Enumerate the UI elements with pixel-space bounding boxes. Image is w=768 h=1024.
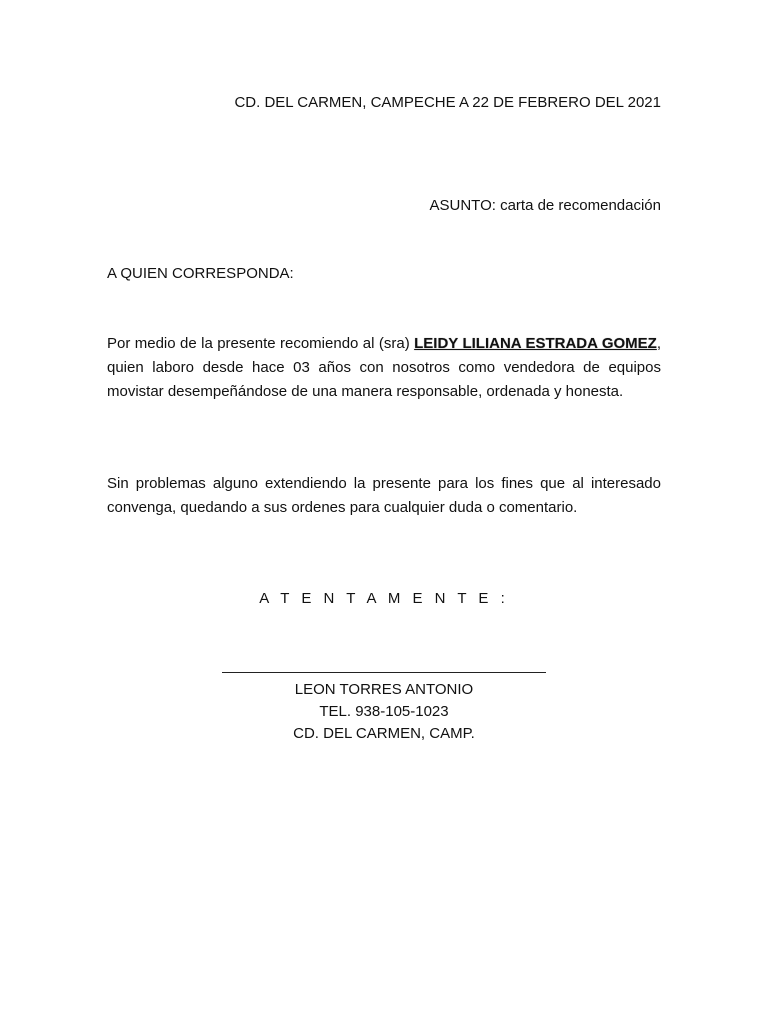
signature-line (222, 672, 546, 673)
signature-block (0, 679, 768, 745)
greeting: A QUIEN CORRESPONDA: (107, 265, 294, 282)
paragraph1-body: , quien laboro desde hace 03 años con nosotros como vendedora de equipos movistar desempeñándose de una manera responsable, ordenada y honesta. (107, 335, 662, 400)
paragraph1-intro: Por medio de la presente recomiendo al (sra) (107, 335, 415, 352)
date-line: CD. DEL CARMEN, CAMPECHE A 22 DE FEBRERO DEL 2021 (234, 94, 661, 111)
signer-name: LEON TORRES ANTONIO (294, 681, 474, 698)
closing-salutation: A T E N T A M E N T E : (259, 590, 509, 607)
paragraph-recommendation (107, 332, 661, 404)
signer-city: CD. DEL CARMEN, CAMP. (293, 725, 475, 742)
paragraph-closing-remarks: Sin problemas alguno extendiendo la presente para los fines que al interesado convenga, quedando a sus ordenes para cualquier duda o comentario. (107, 475, 661, 516)
signer-phone: TEL. 938-105-1023 (319, 703, 449, 720)
recommended-person-name: LEIDY LILIANA ESTRADA GOMEZ (414, 335, 657, 352)
subject-line: ASUNTO: carta de recomendación (429, 197, 661, 214)
